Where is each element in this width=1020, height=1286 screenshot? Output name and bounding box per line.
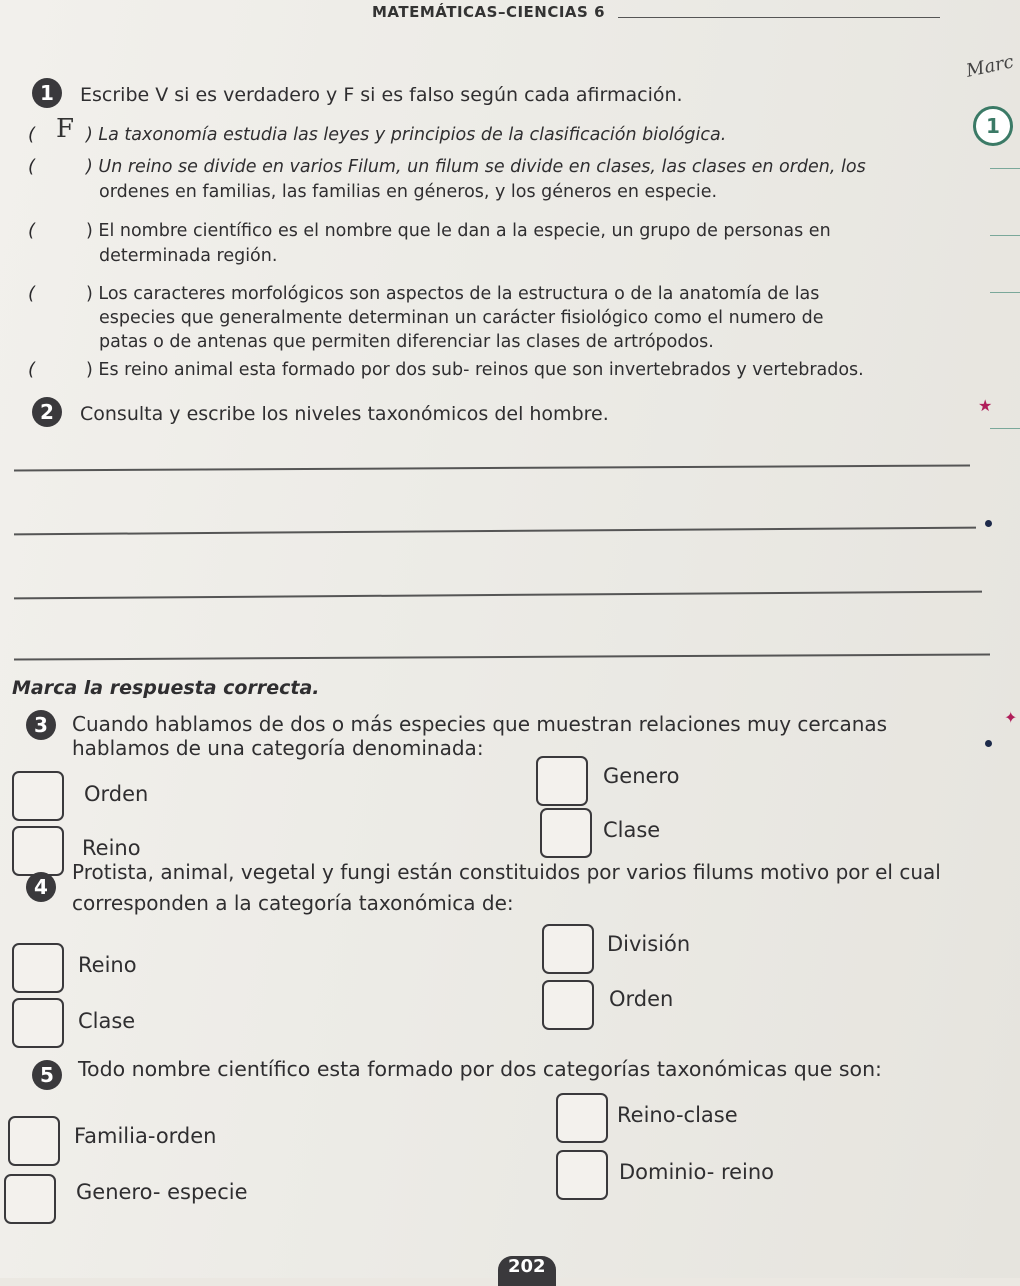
- star-icon: ★: [978, 396, 993, 415]
- side-number-badge: 1: [973, 106, 1013, 146]
- option-checkbox-clase[interactable]: [12, 998, 64, 1048]
- edge-line: [990, 235, 1020, 236]
- option-checkbox-genero[interactable]: [536, 756, 588, 806]
- option-label: Genero: [603, 764, 680, 788]
- option-label: Reino-clase: [617, 1103, 738, 1127]
- answer-paren: (: [28, 124, 36, 145]
- option-checkbox-genero-especie[interactable]: [4, 1174, 56, 1224]
- question-3-title: Cuando hablamos de dos o más especies que muestran relaciones muy cercanas: [72, 712, 888, 736]
- statement-4-continued-2: patas o de antenas que permiten diferenciar las clases de artrópodos.: [99, 332, 714, 352]
- option-label: Reino: [82, 836, 141, 860]
- option-checkbox-clase[interactable]: [540, 808, 592, 858]
- option-label: Familia-orden: [74, 1124, 217, 1148]
- question-5-title: Todo nombre científico esta formado por dos categorías taxonómicas que son:: [78, 1057, 882, 1081]
- option-label: Dominio- reino: [619, 1160, 775, 1184]
- option-checkbox-dominio-reino[interactable]: [556, 1150, 608, 1200]
- statement-3-continued: determinada región.: [99, 246, 278, 266]
- question-5-badge: 5: [32, 1060, 62, 1090]
- statement-1: ) La taxonomía estudia las leyes y principios de la clasificación biológica.: [86, 125, 727, 145]
- answer-paren: (: [28, 156, 36, 177]
- option-checkbox-reino[interactable]: [12, 943, 64, 993]
- answer-paren: (: [28, 359, 36, 380]
- dot-mark: [985, 520, 992, 527]
- star-icon: ✦: [1004, 708, 1018, 727]
- statement-2: ) Un reino se divide en varios Filum, un filum se divide en clases, las clases en orden, los: [86, 157, 866, 177]
- section-title: Marca la respuesta correcta.: [12, 677, 320, 699]
- option-label: Clase: [78, 1009, 136, 1033]
- answer-line[interactable]: [14, 464, 970, 471]
- question-1-badge: 1: [32, 78, 62, 108]
- handwritten-mark: F: [56, 114, 75, 144]
- question-4-badge: 4: [26, 872, 56, 902]
- statement-4-continued: especies que generalmente determinan un carácter fisiológico como el numero de: [99, 308, 824, 328]
- option-checkbox-orden[interactable]: [542, 980, 594, 1030]
- question-4-title-continued: corresponden a la categoría taxonómica de:: [72, 891, 514, 915]
- statement-5: ) Es reino animal esta formado por dos sub- reinos que son invertebrados y vertebrados.: [86, 360, 864, 380]
- margin-note: Marc: [964, 51, 1016, 82]
- dot-mark: [985, 740, 992, 747]
- question-1-title: Escribe V si es verdadero y F si es falso según cada afirmación.: [80, 84, 683, 106]
- option-checkbox-reino[interactable]: [12, 826, 64, 876]
- question-2-badge: 2: [32, 397, 62, 427]
- header-line: [618, 17, 940, 18]
- page-number-badge: 202: [498, 1256, 556, 1286]
- answer-line[interactable]: [14, 527, 976, 535]
- question-2-title: Consulta y escribe los niveles taxonómicos del hombre.: [80, 403, 609, 425]
- answer-paren: (: [28, 283, 36, 304]
- statement-3: ) El nombre científico es el nombre que le dan a la especie, un grupo de personas en: [86, 221, 831, 241]
- edge-line: [990, 292, 1020, 293]
- option-label: Orden: [84, 782, 149, 806]
- option-checkbox-orden[interactable]: [12, 771, 64, 821]
- question-3-badge: 3: [26, 710, 56, 740]
- statement-2-continued: ordenes en familias, las familias en géneros, y los géneros en especie.: [99, 182, 718, 202]
- option-label: Reino: [78, 953, 137, 977]
- option-label: Genero- especie: [76, 1180, 248, 1204]
- answer-line[interactable]: [14, 591, 982, 599]
- page-header: MATEMÁTICAS–CIENCIAS 6: [372, 3, 606, 21]
- edge-line: [990, 428, 1020, 429]
- option-checkbox-reino-clase[interactable]: [556, 1093, 608, 1143]
- option-label: Orden: [609, 987, 674, 1011]
- statement-4: ) Los caracteres morfológicos son aspectos de la estructura o de la anatomía de las: [86, 284, 820, 304]
- option-label: División: [607, 932, 691, 956]
- question-4-title: Protista, animal, vegetal y fungi están constituidos por varios filums motivo por el cual: [72, 860, 941, 884]
- answer-line[interactable]: [14, 653, 990, 660]
- answer-paren: (: [28, 220, 36, 241]
- option-checkbox-division[interactable]: [542, 924, 594, 974]
- question-3-title-continued: hablamos de una categoría denominada:: [72, 736, 484, 760]
- option-checkbox-familia-orden[interactable]: [8, 1116, 60, 1166]
- option-label: Clase: [603, 818, 661, 842]
- edge-line: [990, 168, 1020, 169]
